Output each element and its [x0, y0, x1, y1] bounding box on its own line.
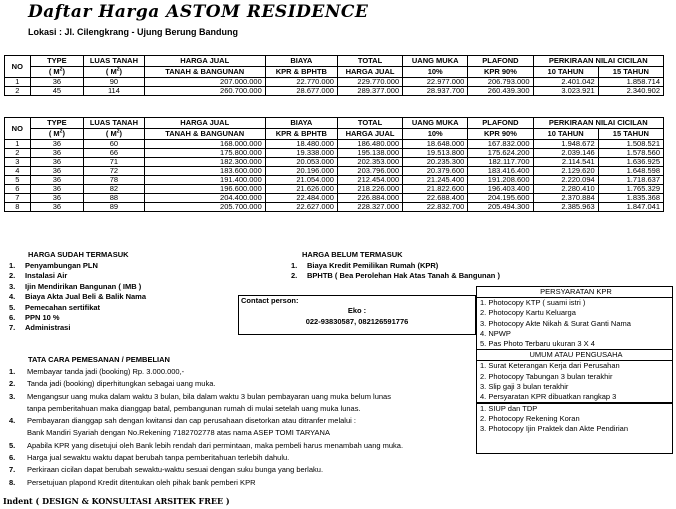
table-cell: 90 [84, 78, 145, 87]
requirement-item: 3. Slip gaji 3 bulan terakhir [480, 381, 569, 391]
list-item-text: Biaya Akta Jual Beli & Balik Nama [25, 292, 147, 302]
procedure-text: Persetujuan plapond Kredit ditentukan oleh pihak bank pemberi KPR [27, 477, 256, 487]
table-cell: 1.636.925 [598, 158, 663, 167]
col-uang-muka: UANG MUKA [403, 118, 468, 129]
contact-label: Contact person: [241, 296, 299, 305]
table-row [5, 194, 664, 203]
table-cell: 21.626.000 [265, 185, 337, 194]
procedure-text: Apabila KPR yang disetujui oleh Bank lebih rendah dari permintaan, maka pembeli harus menambah uang muka. [27, 440, 404, 450]
list-item-text: Instalasi Air [25, 271, 68, 281]
requirement-item: 4. Persyaratan KPR dibuatkan rangkap 3 [480, 391, 617, 401]
col-total-sub: HARGA JUAL [337, 129, 402, 140]
col-harga-sub: TANAH & BANGUNAN [144, 129, 265, 140]
procedure-item [9, 391, 403, 403]
procedure-text: Membayar tanda jadi (booking) Rp. 3.000.000,- [27, 367, 185, 376]
col-harga-sub: TANAH & BANGUNAN [144, 67, 265, 78]
table-row [5, 78, 664, 87]
table-cell: 289.377.000 [337, 87, 402, 96]
table-cell: 212.454.000 [337, 176, 402, 185]
table-cell: 22.627.000 [265, 203, 337, 212]
persyaratan-box [476, 286, 673, 454]
table-cell: 22.688.400 [403, 194, 468, 203]
table-cell: 183.416.400 [468, 167, 533, 176]
table-cell: 1.765.329 [598, 185, 663, 194]
table-cell: 196.600.000 [144, 185, 265, 194]
table-cell: 36 [30, 185, 84, 194]
table-cell: 1.948.672 [533, 140, 598, 149]
col-type-unit: ( $M^2$) [30, 129, 84, 140]
table-cell: 60 [84, 140, 145, 149]
table-cell: 6 [5, 185, 31, 194]
col-plafond-sub: KPR 90% [468, 67, 533, 78]
table-cell: 226.884.000 [337, 194, 402, 203]
contact-name: Eko : [347, 306, 367, 316]
table-cell: 260.439.300 [468, 87, 533, 96]
table-cell: 195.138.000 [337, 149, 402, 158]
requirement-item: 1. Photocopy KTP ( suami istri ) [480, 298, 586, 308]
table-row [5, 140, 664, 149]
procedure-item [9, 440, 403, 452]
table-cell: 20.053.000 [265, 158, 337, 167]
col-uang-muka-sub: 10% [403, 129, 468, 140]
procedure-number: 1. [9, 367, 16, 376]
table-cell: 3.023.921 [533, 87, 598, 96]
harga-belum-list [291, 261, 500, 282]
table-cell: 22.977.000 [403, 78, 468, 87]
table-cell: 71 [84, 158, 145, 167]
table-cell: 20.379.600 [403, 167, 468, 176]
table-cell: 1.648.598 [598, 167, 663, 176]
table-cell: 2.220.094 [533, 176, 598, 185]
table-cell: 1.847.041 [598, 203, 663, 212]
list-item-text: Pemecahan sertifikat [25, 302, 101, 312]
requirement-item: 1. Surat Keterangan Kerja dari Perusahan [480, 361, 620, 371]
list-number: 6. [9, 313, 16, 323]
table-cell: 36 [30, 78, 84, 87]
procedure-number: 3. [9, 391, 16, 401]
table-cell: 22.484.000 [265, 194, 337, 203]
table-cell: 186.480.000 [337, 140, 402, 149]
requirement-item: 3. Photocopy Akte Nikah & Surat Ganti Nama [480, 318, 631, 328]
list-number: 4. [9, 292, 16, 302]
tata-cara-list [9, 366, 403, 489]
table-cell: 66 [84, 149, 145, 158]
list-item [9, 261, 146, 271]
table-cell: 2.385.963 [533, 203, 598, 212]
list-item [9, 313, 146, 323]
procedure-number: 5. [9, 440, 16, 450]
col-biaya-sub: KPR & BPHTB [265, 67, 337, 78]
table-cell: 28.677.000 [265, 87, 337, 96]
table-row [5, 158, 664, 167]
table-cell: 2.114.541 [533, 158, 598, 167]
requirement-item: 4. NPWP [480, 328, 511, 338]
table-cell: 1.858.714 [598, 78, 663, 87]
page-title: Daftar Harga ASTOM RESIDENCE [28, 2, 369, 22]
list-item-text: Biaya Kredit Pemilikan Rumah (KPR) [307, 261, 439, 270]
procedure-number: 6. [9, 453, 16, 463]
col-luas-unit: ( $M^2$) [84, 67, 145, 78]
table-row [5, 176, 664, 185]
list-number: 5. [9, 302, 16, 312]
col-10-tahun: 10 TAHUN [533, 129, 598, 140]
procedure-text: Perkiraan cicilan dapat berubah sewaktu-waktu sesuai dengan suku bunga yang berlaku. [27, 465, 324, 475]
table-cell: 204.195.600 [468, 194, 533, 203]
col-type: TYPE [30, 118, 84, 129]
col-plafond: PLAFOND [468, 56, 533, 67]
list-item [9, 282, 146, 292]
procedure-text: Mengangsur uang muka dalam waktu 3 bulan, bila dalam waktu 3 bulan pembayaran uang muka belum lunas [27, 391, 391, 401]
table-cell: 260.700.000 [144, 87, 265, 96]
footer-text: Indent ( DESIGN & KONSULTASI ARSITEK FREE ) [3, 496, 230, 506]
procedure-number: 4. [9, 416, 16, 426]
procedure-text: Pembayaran dianggap sah dengan kwitansi dan cap perusahaan disetorkan atau ditranfer melalui : [27, 416, 356, 426]
table-cell: 88 [84, 194, 145, 203]
table-cell: 1.835.368 [598, 194, 663, 203]
table-cell: 36 [30, 149, 84, 158]
umum-list [477, 360, 672, 402]
table-cell: 202.353.000 [337, 158, 402, 167]
table-cell: 2.401.042 [533, 78, 598, 87]
table-cell: 203.796.000 [337, 167, 402, 176]
table-cell: 175.624.200 [468, 149, 533, 158]
table-row [5, 185, 664, 194]
list-item [9, 323, 146, 333]
list-number: 2. [9, 271, 16, 281]
requirement-item: 5. Pas Photo Terbaru ukuran 3 X 4 [480, 338, 595, 348]
table-cell: 175.800.000 [144, 149, 265, 158]
price-table-1 [4, 55, 664, 96]
table-cell: 20.196.000 [265, 167, 337, 176]
table-cell: 22.832.700 [403, 203, 468, 212]
table-cell: 8 [5, 203, 31, 212]
table-cell: 204.400.000 [144, 194, 265, 203]
table-cell: 2 [5, 87, 31, 96]
requirement-item: 1. SIUP dan TDP [480, 404, 538, 414]
list-item-text: Administrasi [25, 323, 71, 333]
col-perkiraan: PERKIRAAN NILAI CICILAN [533, 56, 664, 67]
table-cell: 182.117.700 [468, 158, 533, 167]
table-cell: 21.245.400 [403, 176, 468, 185]
table-cell: 229.770.000 [337, 78, 402, 87]
table-cell: 205.494.300 [468, 203, 533, 212]
procedure-item [9, 452, 403, 464]
list-number: 7. [9, 323, 16, 333]
table-cell: 72 [84, 167, 145, 176]
table-cell: 205.700.000 [144, 203, 265, 212]
table-cell: 191.400.000 [144, 176, 265, 185]
table-cell: 36 [30, 140, 84, 149]
harga-sudah-list [9, 261, 146, 334]
table-cell: 2.129.620 [533, 167, 598, 176]
table-cell: 22.770.000 [265, 78, 337, 87]
table-cell: 36 [30, 194, 84, 203]
usaha-list [477, 402, 672, 435]
procedure-item [9, 477, 403, 489]
table-row [5, 149, 664, 158]
table-cell: 36 [30, 203, 84, 212]
procedure-item [9, 415, 403, 427]
procedure-number: 7. [9, 465, 16, 475]
table-cell: 36 [30, 158, 84, 167]
table-cell: 78 [84, 176, 145, 185]
table-cell: 36 [30, 176, 84, 185]
table-cell: 3 [5, 158, 31, 167]
procedure-number: 2. [9, 379, 16, 389]
procedure-item [9, 464, 403, 476]
table-cell: 89 [84, 203, 145, 212]
col-no: NO [5, 118, 31, 140]
procedure-text: Bank Mandiri Syariah dengan No.Rekening 7182702778 atas nama ASEP TOMI TARYANA [27, 428, 330, 438]
procedure-item [9, 403, 403, 415]
table-cell: 2.280.410 [533, 185, 598, 194]
umum-heading: UMUM ATAU PENGUSAHA [477, 349, 672, 360]
requirement-item: 2. Photocopy Tabungan 3 bulan terakhir [480, 371, 613, 381]
procedure-text: Tanda jadi (booking) diperhitungkan sebagai uang muka. [27, 379, 216, 389]
col-15-tahun: 15 TAHUN [598, 129, 663, 140]
col-uang-muka-sub: 10% [403, 67, 468, 78]
col-luas: LUAS TANAH [84, 56, 145, 67]
table-cell: 21.822.600 [403, 185, 468, 194]
table-cell: 218.226.000 [337, 185, 402, 194]
list-item [291, 261, 500, 271]
table-cell: 1 [5, 140, 31, 149]
requirement-item: 2. Photocopy Kartu Keluarga [480, 308, 576, 318]
contact-box [238, 295, 476, 335]
tata-cara-heading: TATA CARA PEMESANAN / PEMBELIAN [28, 355, 170, 364]
procedure-text: tanpa pemberitahuan maka dianggap batal, pembangunan rumah di mulai setelah uang muka lunas. [27, 403, 361, 413]
table-cell: 5 [5, 176, 31, 185]
col-type: TYPE [30, 56, 84, 67]
list-item [9, 292, 146, 302]
price-table-2 [4, 117, 664, 212]
procedure-item [9, 378, 403, 390]
persyaratan-list [477, 297, 672, 349]
harga-sudah-heading: HARGA SUDAH TERMASUK [28, 250, 129, 259]
col-total: TOTAL [337, 56, 402, 67]
list-number: 1. [9, 261, 16, 270]
table-cell: 2.340.902 [598, 87, 663, 96]
table-cell: 4 [5, 167, 31, 176]
col-luas-unit: ( $M^2$) [84, 129, 145, 140]
col-harga: HARGA JUAL [144, 118, 265, 129]
table-cell: 206.793.000 [468, 78, 533, 87]
table-cell: 182.300.000 [144, 158, 265, 167]
table-row [5, 167, 664, 176]
procedure-item [9, 427, 403, 439]
list-number: 3. [9, 281, 16, 291]
table-cell: 1.718.637 [598, 176, 663, 185]
list-item-text: Ijin Mendirikan Bangunan ( IMB ) [25, 281, 142, 291]
list-number: 1. [291, 261, 298, 270]
table-cell: 36 [30, 167, 84, 176]
contact-phones: 022-93830587, 082126591776 [305, 316, 409, 326]
col-no: NO [5, 56, 31, 78]
col-total-sub: HARGA JUAL [337, 67, 402, 78]
col-plafond-sub: KPR 90% [468, 129, 533, 140]
table-cell: 167.832.000 [468, 140, 533, 149]
col-biaya-sub: KPR & BPHTB [265, 129, 337, 140]
table-cell: 1.508.521 [598, 140, 663, 149]
col-biaya: BIAYA [265, 56, 337, 67]
col-uang-muka: UANG MUKA [403, 56, 468, 67]
table-cell: 1.578.560 [598, 149, 663, 158]
persyaratan-heading: PERSYARATAN KPR [540, 287, 612, 296]
col-15-tahun: 15 TAHUN [598, 67, 663, 78]
table-cell: 82 [84, 185, 145, 194]
list-item [9, 271, 146, 281]
list-number: 2. [291, 271, 298, 281]
col-total: TOTAL [337, 118, 402, 129]
list-item-text: PPN 10 % [25, 313, 60, 323]
requirement-item: 2. Photocopy Rekening Koran [480, 414, 580, 424]
list-item [291, 271, 500, 281]
table-cell: 2 [5, 149, 31, 158]
table-cell: 207.000.000 [144, 78, 265, 87]
table-cell: 20.235.300 [403, 158, 468, 167]
col-harga: HARGA JUAL [144, 56, 265, 67]
col-biaya: BIAYA [265, 118, 337, 129]
list-item-text: BPHTB ( Bea Perolehan Hak Atas Tanah & Bangunan ) [307, 271, 500, 281]
col-10-tahun: 10 TAHUN [533, 67, 598, 78]
table-cell: 7 [5, 194, 31, 203]
table-cell: 1 [5, 78, 31, 87]
table-cell: 2.370.884 [533, 194, 598, 203]
harga-belum-heading: HARGA BELUM TERMASUK [302, 250, 403, 259]
procedure-item [9, 366, 403, 378]
table-cell: 28.937.700 [403, 87, 468, 96]
col-type-unit: ( $M^2$) [30, 67, 84, 78]
list-item [9, 303, 146, 313]
table-cell: 21.054.000 [265, 176, 337, 185]
table-cell: 191.208.600 [468, 176, 533, 185]
table-cell: 196.403.400 [468, 185, 533, 194]
procedure-text: Harga jual sewaktu waktu dapat berubah tanpa pemberitahuan terlebih dahulu. [27, 453, 290, 463]
location-text: Lokasi : Jl. Cilengkrang - Ujung Berung Bandung [28, 27, 239, 37]
table-cell: 228.327.000 [337, 203, 402, 212]
table-row [5, 87, 664, 96]
table-cell: 2.039.146 [533, 149, 598, 158]
table-cell: 114 [84, 87, 145, 96]
col-luas: LUAS TANAH [84, 118, 145, 129]
table-cell: 168.000.000 [144, 140, 265, 149]
table-cell: 19.513.800 [403, 149, 468, 158]
col-perkiraan: PERKIRAAN NILAI CICILAN [533, 118, 664, 129]
table-cell: 18.480.000 [265, 140, 337, 149]
list-item-text: Penyambungan PLN [25, 261, 98, 270]
table-cell: 45 [30, 87, 84, 96]
procedure-number: 8. [9, 477, 16, 487]
table-cell: 183.600.000 [144, 167, 265, 176]
requirement-item: 3. Photocopy Ijin Praktek dan Akte Pendirian [480, 424, 629, 434]
col-plafond: PLAFOND [468, 118, 533, 129]
table-cell: 18.648.000 [403, 140, 468, 149]
table-row [5, 203, 664, 212]
table-cell: 19.338.000 [265, 149, 337, 158]
